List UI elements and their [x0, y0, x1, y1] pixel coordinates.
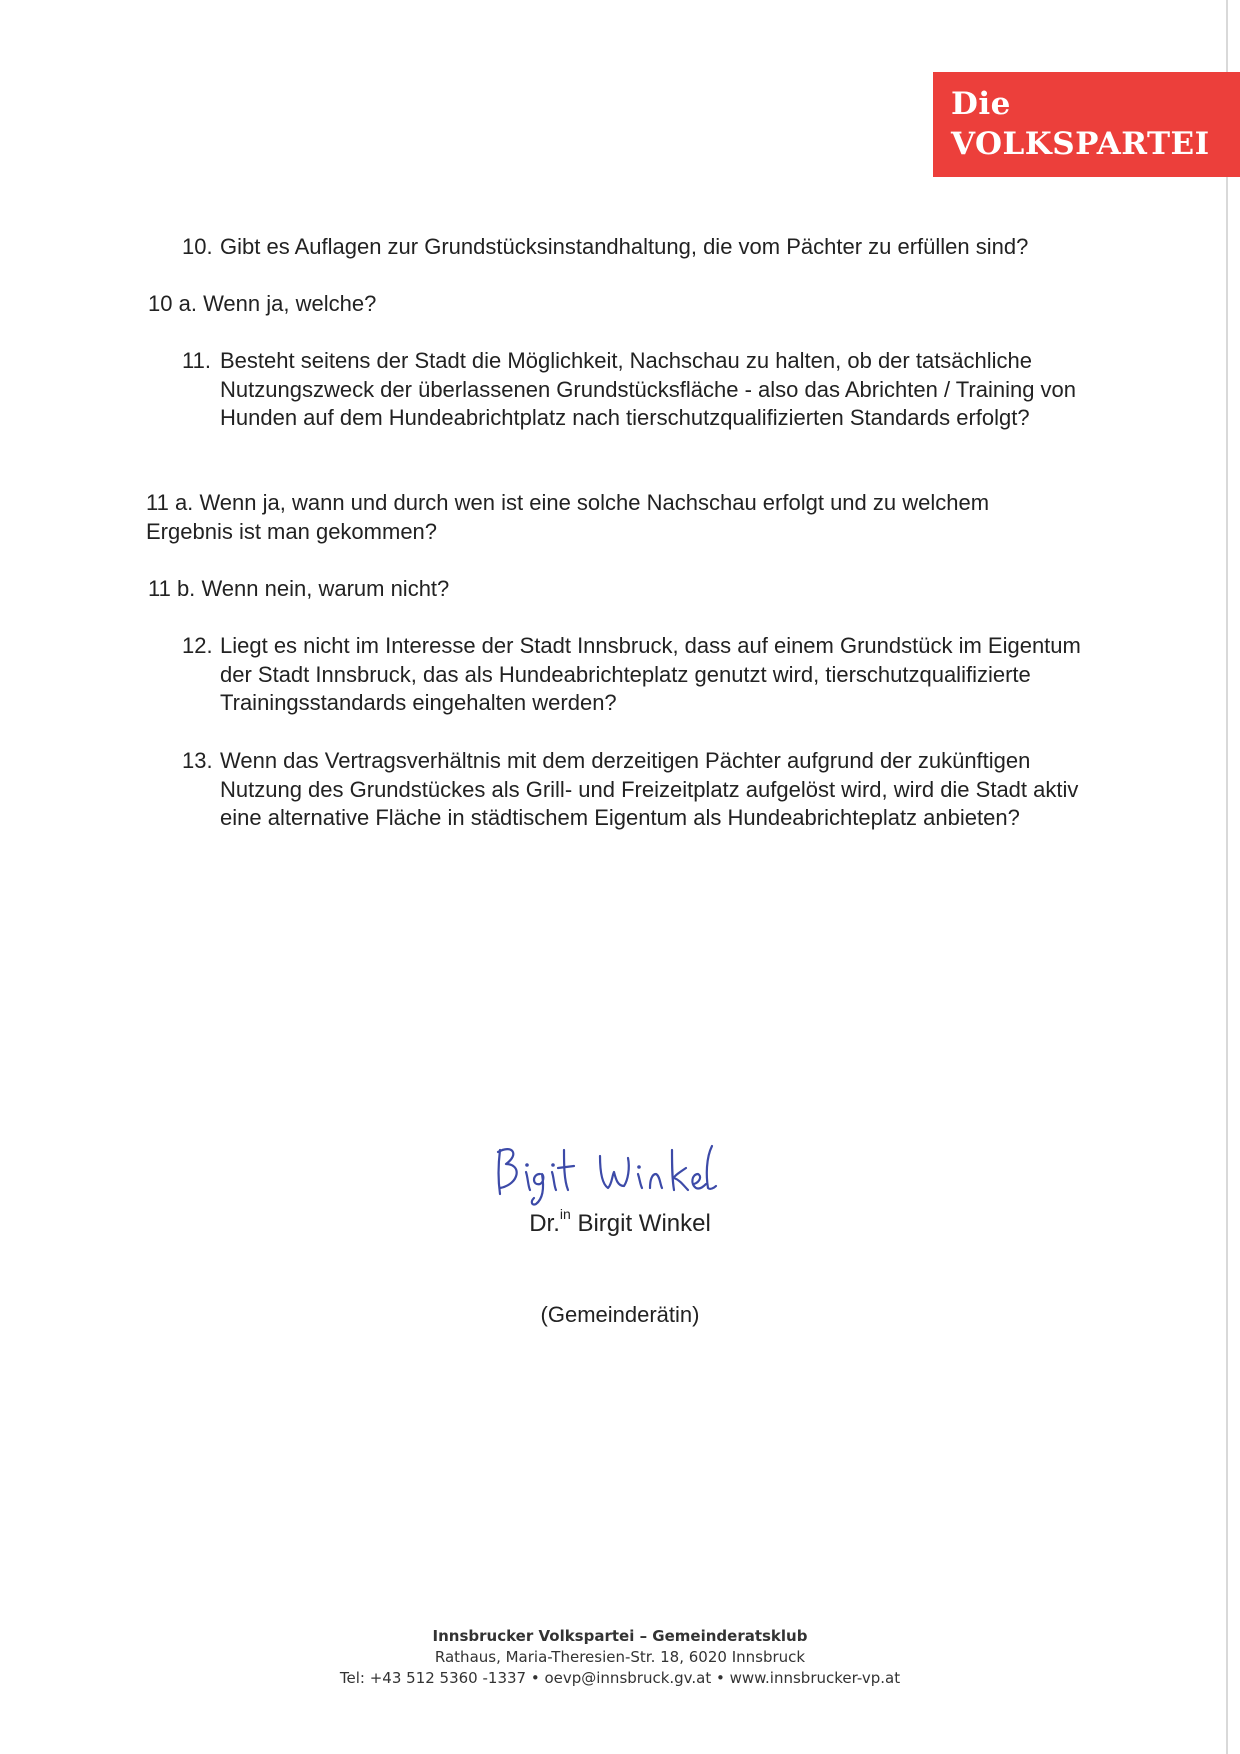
question-number: 11. — [182, 348, 211, 373]
signatory-title-suffix: in — [559, 1206, 571, 1222]
question-text: Wenn ja, wann und durch wen ist eine solche Nachschau erfolgt und zu welchem Ergebnis ist man gekommen? — [146, 490, 990, 544]
question-13 — [182, 747, 1090, 833]
signatory-title: Dr. — [529, 1210, 560, 1237]
question-11 — [182, 347, 1090, 433]
signatory-full-name: Birgit Winkel — [577, 1210, 711, 1237]
question-number: 11 b. — [148, 576, 196, 601]
question-text: Gibt es Auflagen zur Grundstücksinstandhaltung, die vom Pächter zu erfüllen sind? — [220, 234, 1029, 259]
footer-organization: Innsbrucker Volkspartei – Gemeinderatsklub — [432, 1627, 808, 1645]
footer-contact: Tel: +43 512 5360 -1337 • oevp@innsbruck.gv.at • www.innsbrucker-vp.at — [339, 1669, 901, 1687]
logo-line-die: Die — [951, 86, 1011, 122]
question-11b — [148, 575, 1048, 604]
question-number: 13. — [182, 748, 213, 773]
question-number: 12. — [182, 633, 213, 658]
signatory-role: (Gemeinderätin) — [540, 1302, 700, 1327]
party-logo — [933, 72, 1240, 177]
question-number: 10 a. — [148, 291, 197, 316]
logo-line-volkspartei: VOLKSPARTEI — [951, 126, 1210, 162]
question-number: 10. — [182, 234, 213, 259]
question-text: Wenn nein, warum nicht? — [201, 576, 450, 601]
question-text: Wenn ja, welche? — [203, 291, 377, 316]
question-10 — [182, 233, 1090, 262]
question-number: 11 a. — [146, 490, 194, 515]
footer-address: Rathaus, Maria-Theresien-Str. 18, 6020 Innsbruck — [434, 1648, 806, 1666]
question-text: Wenn das Vertragsverhältnis mit dem derzeitigen Pächter aufgrund der zukünftigen Nutzung des Grundstückes als Grill- und Freizeitplatz aufgelöst wird, wird die Stadt aktiv eine alternative Fläche in städtischem Eigentum als Hundeabrichteplatz anbieten? — [220, 748, 1079, 830]
page-edge — [1226, 0, 1228, 1754]
question-11a — [146, 489, 1026, 546]
handwritten-signature — [478, 1128, 718, 1208]
footer — [0, 1626, 1240, 1689]
question-12 — [182, 632, 1090, 718]
signatory-name — [0, 1206, 1240, 1238]
question-text: Besteht seitens der Stadt die Möglichkeit, Nachschau zu halten, ob der tatsächliche Nutzungszweck der überlassenen Grundstücksfläche - also das Abrichten / Training von Hunden auf dem Hundeabrichtplatz nach tierschutzqualifizierten Standards erfolgt? — [220, 348, 1077, 430]
question-10a — [148, 290, 1048, 319]
question-text: Liegt es nicht im Interesse der Stadt Innsbruck, dass auf einem Grundstück im Eigentum der Stadt Innsbruck, das als Hundeabrichteplatz genutzt wird, tierschutzqualifizierte Trainingsstandards eingehalten werden? — [220, 633, 1081, 715]
